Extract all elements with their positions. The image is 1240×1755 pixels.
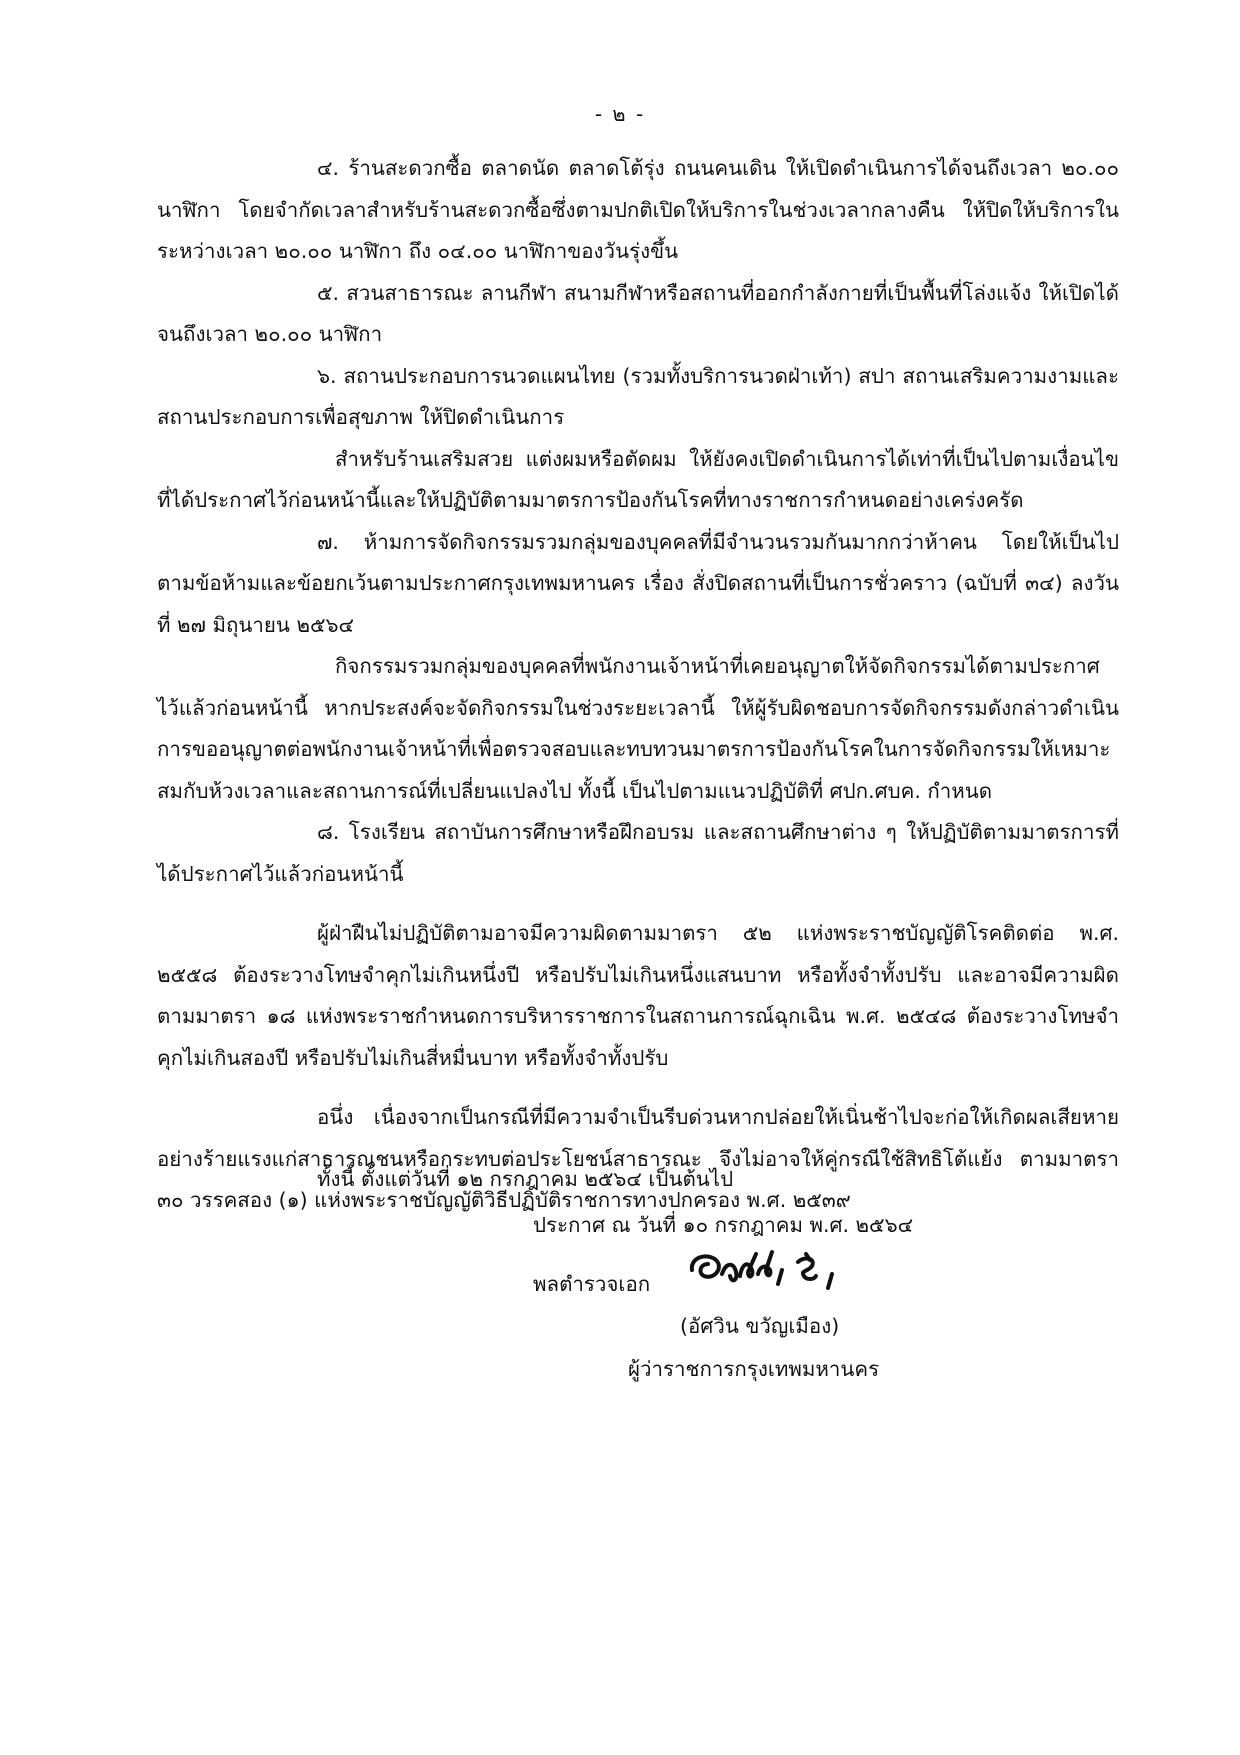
- signer-rank: พลตำรวจเอก: [533, 1272, 651, 1296]
- clause-5: ๕. สวนสาธารณะ ลานกีฬา สนามกีฬาหรือสถานที่ออกกำลังกายที่เป็นพื้นที่โล่งแจ้ง ให้เปิดได้จนถึงเวลา ๒๐.๐๐ นาฬิกา: [157, 280, 1119, 346]
- clause-4: ๔. ร้านสะดวกซื้อ ตลาดนัด ตลาดโต้รุ่ง ถนนคนเดิน ให้เปิดดำเนินการได้จนถึงเวลา ๒๐.๐๐ นาฬิกา โดยจำกัดเวลาสำหรับร้านสะดวกซื้อซึ่งตามปกติเปิดให้บริการในช่วงเวลากลางคืน ให้ปิดให้บริการในระหว่างเวลา ๒๐.๐๐ นาฬิกา ถึง ๐๔.๐๐ นาฬิกาของวันรุ่งขึ้น: [157, 156, 1119, 263]
- announced-date: ประกาศ ณ วันที่ ๑๐ กรกฎาคม พ.ศ. ๒๕๖๔: [533, 1213, 914, 1237]
- clause-6: ๖. สถานประกอบการนวดแผนไทย (รวมทั้งบริการนวดฝ่าเท้า) สปา สถานเสริมความงามและสถานประกอบการเพื่อสุขภาพ ให้ปิดดำเนินการ: [157, 363, 1119, 429]
- handwritten-signature: [686, 1240, 866, 1300]
- signer-position: ผู้ว่าราชการกรุงเทพมหานคร: [628, 1357, 880, 1381]
- urgency-paragraph: อนึ่ง เนื่องจากเป็นกรณีที่มีความจำเป็นรีบด่วนหากปล่อยให้เนิ่นช้าไปจะก่อให้เกิดผลเสียหายอย่างร้ายแรงแก่สาธารณชนหรือกระทบต่อประโยชน์สาธารณะ จึงไม่อาจให้คู่กรณีใช้สิทธิโต้แย้ง ตามมาตรา ๓๐ วรรคสอง (๑) แห่งพระราชบัญญัติวิธีปฏิบัติราชการทางปกครอง พ.ศ. ๒๕๓๙: [157, 1105, 1119, 1212]
- clause-7: ๗. ห้ามการจัดกิจกรรมรวมกลุ่มของบุคคลที่มีจำนวนรวมกันมากกว่าห้าคน โดยให้เป็นไปตามข้อห้ามและข้อยกเว้นตามประกาศกรุงเทพมหานคร เรื่อง สั่งปิดสถานที่เป็นการชั่วคราว (ฉบับที่ ๓๔) ลงวันที่ ๒๗ มิถุนายน ๒๕๖๔: [157, 529, 1119, 637]
- clause-8: ๘. โรงเรียน สถาบันการศึกษาหรือฝึกอบรม และสถานศึกษาต่าง ๆ ให้ปฏิบัติตามมาตรการที่ได้ประกาศไว้แล้วก่อนหน้านี้: [157, 820, 1119, 886]
- clause-6-salon-note: สำหรับร้านเสริมสวย แต่งผมหรือตัดผม ให้ยังคงเปิดดำเนินการได้เท่าที่เป็นไปตามเงื่อนไขที่ได้ประกาศไว้ก่อนหน้านี้และให้ปฏิบัติตามมาตรการป้องกันโรคที่ทางราชการกำหนดอย่างเคร่งครัด: [157, 446, 1119, 512]
- effective-date: ทั้งนี้ ตั้งแต่วันที่ ๑๒ กรกฎาคม ๒๕๖๔ เป็นต้นไป: [317, 1167, 734, 1191]
- signer-name: (อัศวิน ขวัญเมือง): [680, 1314, 840, 1338]
- document-body: [157, 148, 1119, 1222]
- penalty-paragraph: ผู้ฝ่าฝืนไม่ปฏิบัติตามอาจมีความผิดตามมาตรา ๕๒ แห่งพระราชบัญญัติโรคติดต่อ พ.ศ. ๒๕๕๘ ต้องระวางโทษจำคุกไม่เกินหนึ่งปี หรือปรับไม่เกินหนึ่งแสนบาท หรือทั้งจำทั้งปรับ และอาจมีความผิดตามมาตรา ๑๘ แห่งพระราชกำหนดการบริหารราชการในสถานการณ์ฉุกเฉิน พ.ศ. ๒๕๔๘ ต้องระวางโทษจำคุกไม่เกินสองปี หรือปรับไม่เกินสี่หมื่นบาท หรือทั้งจำทั้งปรับ: [157, 921, 1119, 1070]
- clause-7-activity-note: กิจกรรมรวมกลุ่มของบุคคลที่พนักงานเจ้าหน้าที่เคยอนุญาตให้จัดกิจกรรมได้ตามประกาศไว้แล้วก่อนหน้านี้ หากประสงค์จะจัดกิจกรรมในช่วงระยะเวลานี้ ให้ผู้รับผิดชอบการจัดกิจกรรมดังกล่าวดำเนินการขออนุญาตต่อพนักงานเจ้าหน้าที่เพื่อตรวจสอบและทบทวนมาตรการป้องกันโรคในการจัดกิจกรรมให้เหมาะสมกับห้วงเวลาและสถานการณ์ที่เปลี่ยนแปลงไป ทั้งนี้ เป็นไปตามแนวปฏิบัติที่ ศปก.ศบค. กำหนด: [157, 654, 1119, 803]
- page-number: - ๒ -: [594, 102, 646, 126]
